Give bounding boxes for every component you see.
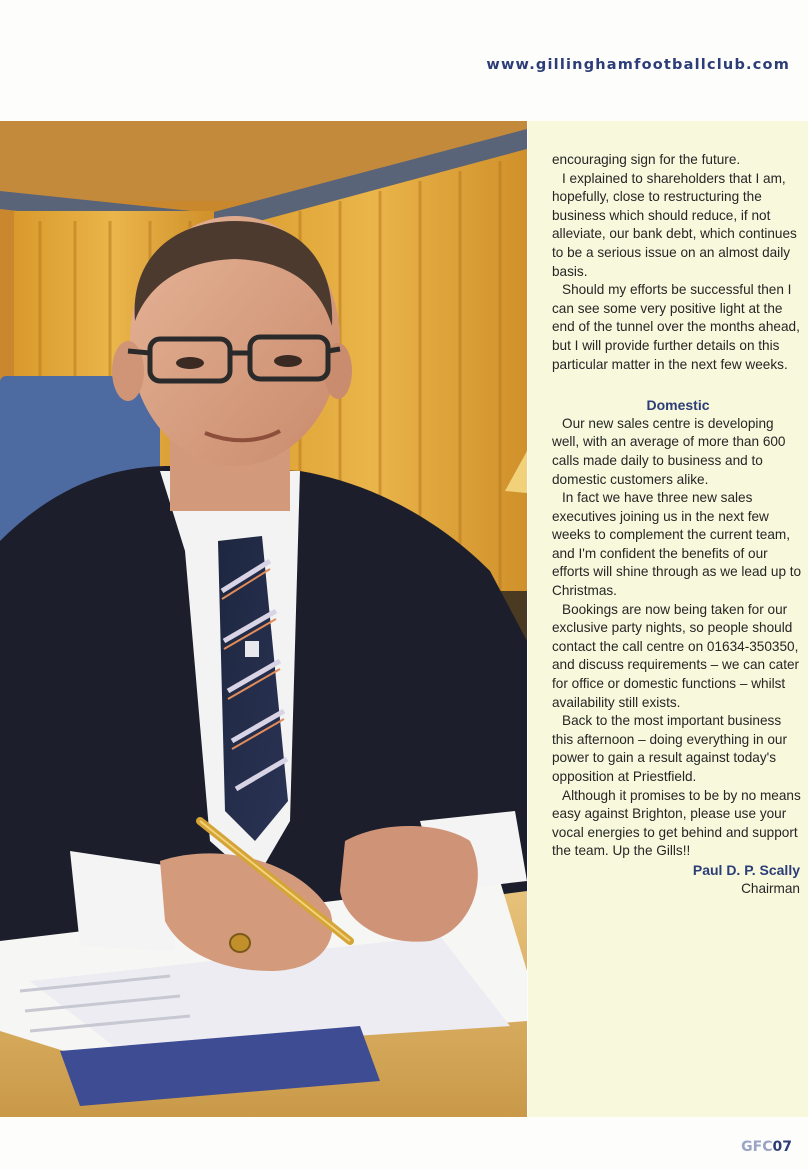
article-paragraph: Back to the most important business this afternoon – doing everything in our power to gain a result against today's opposition at Priestfield. bbox=[552, 713, 788, 784]
website-url: www.gillinghamfootballclub.com bbox=[486, 57, 790, 73]
signature-role: Chairman bbox=[741, 880, 800, 896]
article-paragraph: In fact we have three new sales executives joining us in the next few weeks to complement the current team, and I'm confident the benefits of our efforts will shine through as we lead up to Christmas. bbox=[552, 490, 802, 599]
subheading-domestic: Domestic bbox=[646, 397, 710, 414]
article-paragraph: encouraging sign for the future. bbox=[552, 152, 741, 167]
signature-name: Paul D. P. Scally bbox=[692, 861, 800, 878]
article-column bbox=[528, 121, 808, 1117]
article-paragraph: Our new sales centre is developing well, with an average of more than 600 calls made daily to business and to domestic customers alike. bbox=[552, 415, 786, 487]
signature-block bbox=[552, 861, 804, 898]
article-paragraph: Although it promises to be by no means easy against Brighton, please use your vocal energies to get behind and support the team. Up the Gills!! bbox=[552, 787, 801, 859]
article-paragraph: Bookings are now being taken for our exclusive party nights, so people should contact the call centre on 01634-350350, and discuss requirements – we can cater for office or domestic functions – whilst availability still exists. bbox=[552, 601, 800, 710]
article-paragraph: Should my efforts be successful then I can see some very positive light at the end of the tunnel over the months ahead, but I will provide further details on this particular matter in the next few weeks. bbox=[552, 282, 800, 372]
footer-prefix: GFC bbox=[741, 1139, 773, 1155]
chairman-photo bbox=[0, 121, 527, 1117]
page-number: 07 bbox=[772, 1139, 792, 1155]
page-footer bbox=[741, 1139, 792, 1155]
article-paragraph: I explained to shareholders that I am, hopefully, close to restructuring the business which should reduce, if not alleviate, our bank debt, which continues to be a serious issue on an almost daily basis. bbox=[552, 170, 797, 279]
article-body bbox=[552, 151, 804, 898]
